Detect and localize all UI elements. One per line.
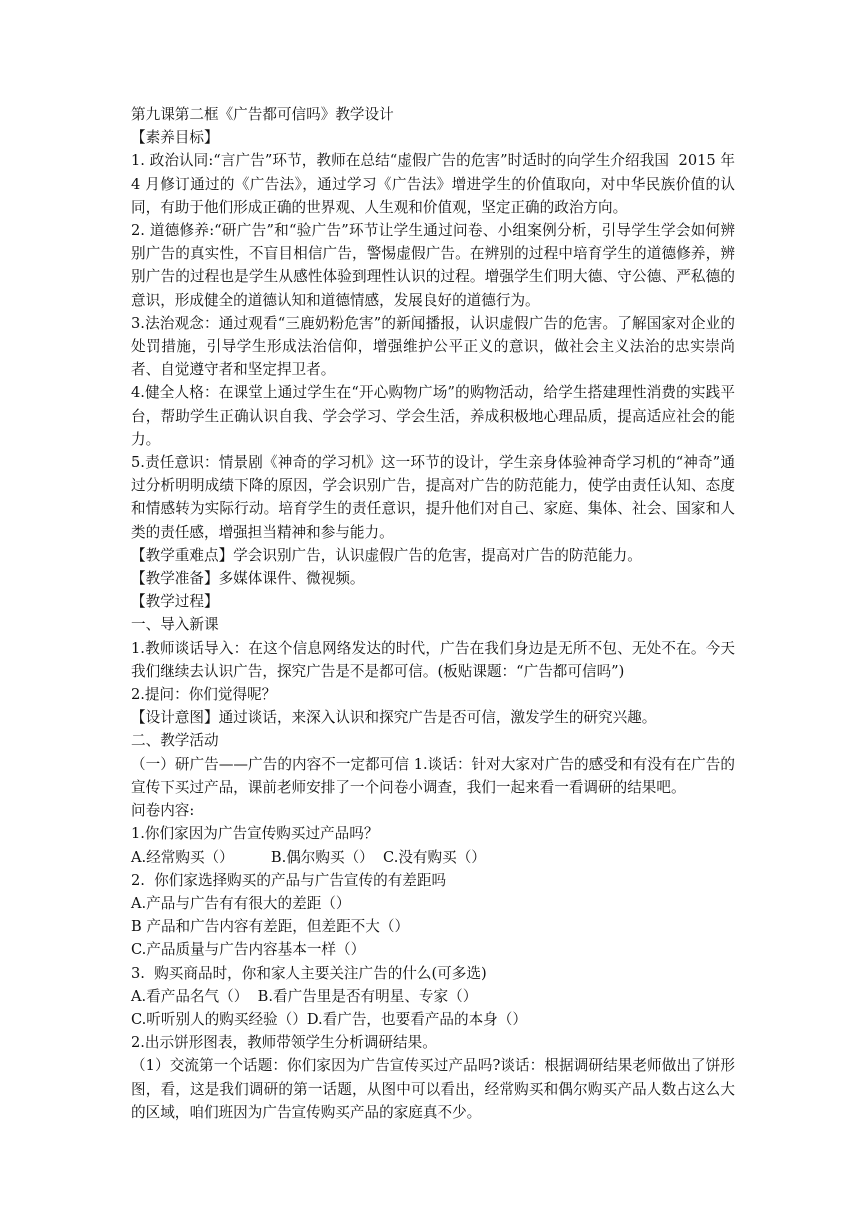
paragraph: 1. 政治认同:“言广告”环节，教师在总结“虚假广告的危害”时适时的向学生介绍我国 2015 年 4 月修订通过的《广告法》，通过学习《广告法》增进学生的价值取向，对中华民族价值的认同，有助于他们形成正确的世界观、人生观和价值观，坚定正确的政治方向。 xyxy=(131,152,745,216)
survey-option: C.产品质量与广告内容基本一样（） xyxy=(131,941,366,959)
paragraph: 【设计意图】通过谈话，来深入认识和探究广告是否可信，激发学生的研究兴趣。 xyxy=(131,709,657,727)
document-title: 第九课第二框《广告都可信吗》教学设计 xyxy=(131,106,394,123)
survey-option: B 产品和广告内容有差距，但差距不大（） xyxy=(131,918,410,936)
survey-option: A.产品与广告有有很大的差距（） xyxy=(131,894,351,912)
survey-options: C.听听别人的购买经验（）D.看广告，也要看产品的本身（） xyxy=(131,1010,527,1028)
paragraph: （一）研广告——广告的内容不一定都可信 1.谈话：针对大家对广告的感受和有没有在广告的宣传下买过产品，课前老师安排了一个问卷小调查，我们一起来看一看调研的结果吧。 xyxy=(131,755,735,796)
section-heading: 二、教学活动 xyxy=(131,732,219,750)
paragraph: 3.法治观念：通过观看“三鹿奶粉危害”的新闻播报，认识虚假广告的危害。了解国家对企业的处罚措施，引导学生形成法治信仰，增强维护公平正义的意识，做社会主义法治的忠实崇尚者、自觉遵守者和坚定捍卫者。 xyxy=(131,314,735,379)
paragraph: 1.教师谈话导入：在这个信息网络发达的时代，广告在我们身边是无所不包、无处不在。今天我们继续去认识广告，探究广告是不是都可信。(板贴课题：“广告都可信吗”) xyxy=(131,639,735,680)
survey-question: 3. 购买商品时，你和家人主要关注广告的什么(可多选) xyxy=(131,964,487,982)
paragraph: 2.出示饼形图表，教师带领学生分析调研结果。 xyxy=(131,1034,437,1052)
paragraph: 【教学准备】多媒体课件、微视频。 xyxy=(131,570,365,588)
paragraph: （1）交流第一个话题：你们家因为广告宣传买过产品吗?谈话：根据调研结果老师做出了饼形图，看，这是我们调研的第一话题，从图中可以看出，经常购买和偶尔购买产品人数占这么大的区域，咱们班因为广告宣传购买产品的家庭真不少。 xyxy=(131,1057,735,1121)
paragraph: 问卷内容: xyxy=(131,802,195,820)
paragraph: 4.健全人格：在课堂上通过学生在“开心购物广场”的购物活动，给学生搭建理性消费的实践平台，帮助学生正确认识自我、学会学习、学会生活，养成积极地心理品质，提高适应社会的能力。 xyxy=(131,384,735,448)
survey-question: 1.你们家因为广告宣传购买过产品吗？ xyxy=(131,825,379,843)
survey-question: 2. 你们家选择购买的产品与广告宣传的有差距吗 xyxy=(131,871,447,889)
section-heading: 【素养目标】 xyxy=(131,129,219,147)
paragraph: 5.责任意识：情景剧《神奇的学习机》这一环节的设计，学生亲身体验神奇学习机的“神奇”通过分析明明成绩下降的原因，学会识别广告，提高对广告的防范能力，使学由责任认知、态度和情感转为实际行动。培育学生的责任意识，提升他们对自己、家庭、集体、社会、国家和人类的责任感，增强担当精神和参与能力。 xyxy=(131,454,735,541)
paragraph: 【教学重难点】学会识别广告，认识虚假广告的危害，提高对广告的防范能力。 xyxy=(131,546,642,564)
survey-options: A.看产品名气（） B.看广告里是否有明星、专家（） xyxy=(131,987,478,1005)
document-page xyxy=(131,103,745,1124)
section-heading: 一、导入新课 xyxy=(131,616,219,634)
paragraph: 2. 道德修养:“研广告”和“验广告”环节让学生通过问卷、小组案例分析，引导学生学会如何辨别广告的真实性，不盲目相信广告，警惕虚假广告。在辨别的过程中培育学生的道德修养，辨别广告的过程也是学生从感性体验到理性认识的过程。增强学生们明大德、守公德、严私德的意识，形成健全的道德认知和道德情感，发展良好的道德行为。 xyxy=(131,222,735,309)
survey-options: A.经常购买（） B.偶尔购买（） C.没有购买（） xyxy=(131,848,486,866)
paragraph: 2.提问：你们觉得呢？ xyxy=(131,686,277,704)
section-heading: 【教学过程】 xyxy=(131,593,219,611)
